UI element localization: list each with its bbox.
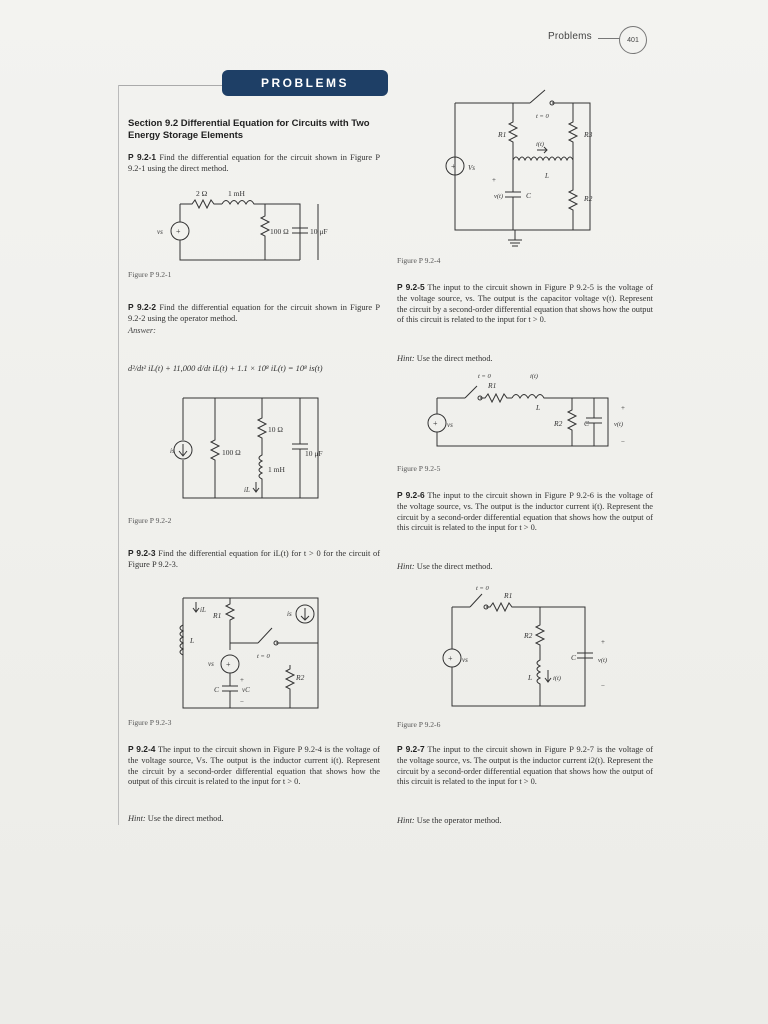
caption-p9-2-3: Figure P 9.2-3 — [128, 718, 172, 727]
page-number: 401 — [619, 26, 647, 54]
svg-text:t = 0: t = 0 — [476, 585, 489, 592]
caption-p9-2-1: Figure P 9.2-1 — [128, 270, 172, 279]
svg-text:2 Ω: 2 Ω — [196, 189, 208, 198]
caption-p9-2-4: Figure P 9.2-4 — [397, 256, 441, 265]
svg-text:L: L — [190, 636, 195, 645]
svg-text:10 μF: 10 μF — [310, 227, 328, 236]
svg-text:−: − — [240, 698, 244, 706]
problem-9-2-5: P 9.2-5 The input to the circuit shown in Figure P 9.2-5 is the voltage of the voltage source, vs. The output is the capacitor voltage v(t). Represent the circuit by a second-order differential equation that shows how the output of this circuit is related to the input for t > 0. — [397, 282, 653, 325]
svg-text:10 Ω: 10 Ω — [268, 425, 283, 434]
hint-9-2-7: Hint: Use the operator method. — [397, 816, 502, 825]
svg-text:+: + — [448, 654, 453, 663]
svg-text:L: L — [528, 673, 533, 682]
svg-text:iL: iL — [244, 486, 250, 494]
svg-text:C: C — [584, 419, 590, 428]
problem-9-2-4: P 9.2-4 The input to the circuit shown in Figure P 9.2-4 is the voltage of the voltage source, Vs. The output is the inductor current i(t). Represent the circuit by a second-order differential equation that shows how the output of this circuit is related to the input for t > 0. — [128, 744, 380, 787]
answer-equation: d²/dt² iL(t) + 11,000 d/dt iL(t) + 1.1 × 10⁸ iL(t) = 10⁸ is(t) — [128, 364, 323, 373]
svg-text:+: + — [240, 676, 244, 684]
svg-text:R1: R1 — [488, 381, 497, 390]
svg-text:t = 0: t = 0 — [257, 653, 270, 660]
svg-text:C: C — [214, 685, 220, 694]
svg-text:i(t): i(t) — [536, 141, 544, 148]
svg-text:vs: vs — [462, 656, 468, 664]
svg-text:R1: R1 — [213, 611, 222, 620]
svg-text:R3: R3 — [584, 130, 593, 139]
svg-text:100 Ω: 100 Ω — [270, 227, 289, 236]
svg-text:vC: vC — [242, 686, 250, 694]
section-title: Section 9.2 Differential Equation for Circuits with Two Energy Storage Elements — [128, 118, 370, 141]
svg-text:−: − — [601, 682, 605, 690]
svg-text:v(t): v(t) — [614, 421, 624, 428]
svg-text:vs: vs — [208, 660, 214, 668]
svg-text:i(t): i(t) — [530, 373, 538, 380]
problem-9-2-1: P 9.2-1 Find the differential equation for the circuit shown in Figure P 9.2-1 using the direct method. — [128, 152, 380, 173]
svg-text:+: + — [226, 660, 231, 669]
svg-text:L: L — [545, 172, 549, 180]
svg-text:is: is — [287, 610, 292, 618]
svg-text:+: + — [176, 227, 181, 236]
svg-text:v(t): v(t) — [494, 193, 504, 200]
svg-text:L: L — [536, 403, 541, 412]
problems-banner: PROBLEMS — [222, 70, 388, 96]
hint-9-2-4: Hint: Use the direct method. — [128, 814, 224, 823]
svg-text:+: + — [621, 404, 625, 412]
hint-9-2-6: Hint: Use the direct method. — [397, 562, 493, 571]
svg-text:C: C — [571, 653, 577, 662]
svg-text:R2: R2 — [554, 419, 563, 428]
svg-text:is: is — [170, 447, 175, 455]
svg-text:+: + — [492, 176, 496, 184]
svg-text:vs: vs — [447, 421, 453, 429]
svg-text:−: − — [621, 438, 625, 446]
svg-text:R2: R2 — [296, 673, 305, 682]
svg-text:+: + — [451, 162, 456, 171]
svg-text:C: C — [526, 191, 532, 200]
svg-text:v(t): v(t) — [598, 657, 608, 664]
hint-9-2-5: Hint: Use the direct method. — [397, 354, 493, 363]
caption-p9-2-6: Figure P 9.2-6 — [397, 720, 441, 729]
problem-9-2-6: P 9.2-6 The input to the circuit shown in Figure P 9.2-6 is the voltage of the voltage source, vs. The output is the inductor current i(t). Represent the circuit by a second-order differential equation that shows how the output of this circuit is related to the input for t > 0. — [397, 490, 653, 533]
problem-9-2-7: P 9.2-7 The input to the circuit shown in Figure P 9.2-7 is the voltage of the voltage source, vs. The output is the inductor current i2(t). Represent the circuit by a second-order differential equation that shows how the output of this circuit is related to the input for t > 0. — [397, 744, 653, 787]
svg-text:10 μF: 10 μF — [305, 449, 323, 458]
svg-text:1 mH: 1 mH — [268, 465, 285, 474]
problem-9-2-2: P 9.2-2 Find the differential equation for the circuit shown in Figure P 9.2-2 using the operator method. — [128, 302, 380, 323]
svg-text:R2: R2 — [584, 194, 593, 203]
svg-text:vs: vs — [157, 228, 163, 236]
svg-text:R1: R1 — [504, 591, 513, 600]
svg-text:t = 0: t = 0 — [536, 113, 549, 120]
svg-text:iL: iL — [200, 606, 206, 614]
svg-text:1 mH: 1 mH — [228, 189, 245, 198]
answer-label: Answer: — [128, 326, 156, 335]
svg-text:i(t): i(t) — [553, 675, 561, 682]
caption-p9-2-5: Figure P 9.2-5 — [397, 464, 441, 473]
running-header: Problems — [548, 31, 592, 42]
problem-9-2-3: P 9.2-3 Find the differential equation for iL(t) for t > 0 for the circuit of Figure P 9.2-3. — [128, 548, 381, 569]
caption-p9-2-2: Figure P 9.2-2 — [128, 516, 172, 525]
svg-text:100 Ω: 100 Ω — [222, 448, 241, 457]
svg-text:R2: R2 — [524, 631, 533, 640]
svg-text:Vs: Vs — [468, 164, 475, 172]
svg-text:+: + — [601, 638, 605, 646]
svg-text:t = 0: t = 0 — [478, 373, 491, 380]
svg-text:+: + — [433, 419, 438, 428]
svg-text:R1: R1 — [498, 130, 507, 139]
